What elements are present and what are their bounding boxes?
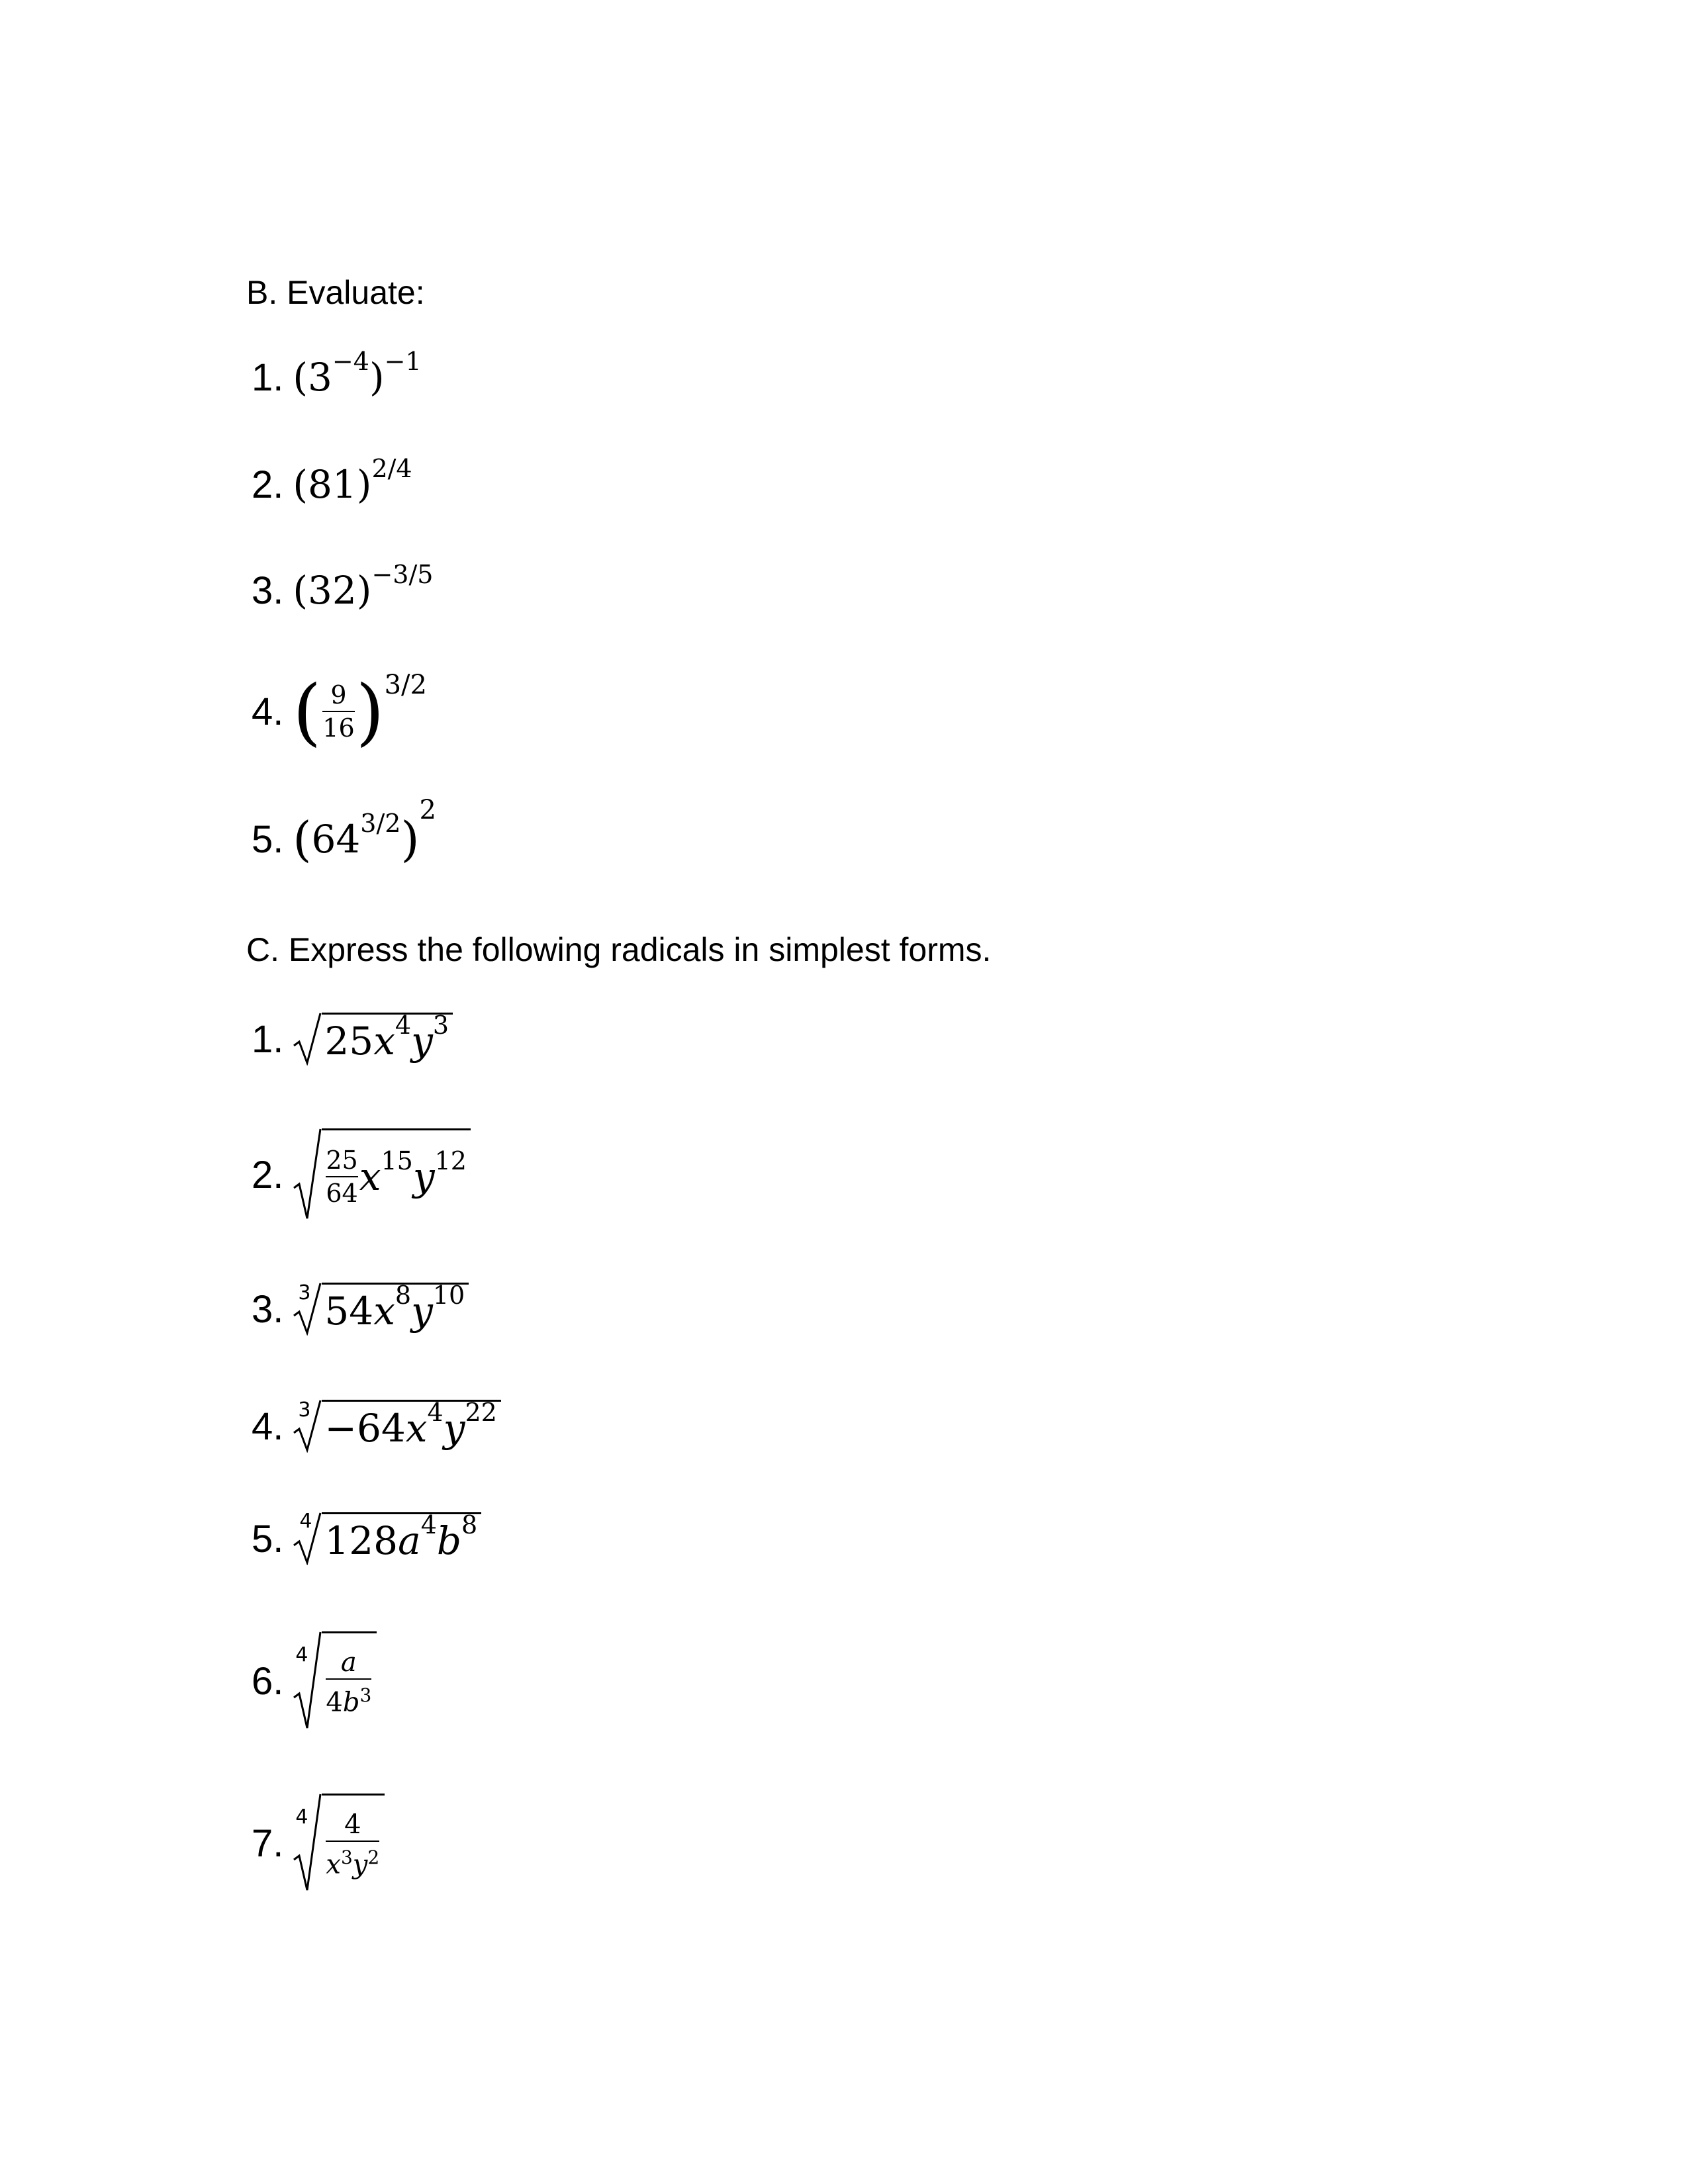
radicand xyxy=(322,1512,481,1565)
item-number: 3. xyxy=(252,569,284,612)
item-number: 5. xyxy=(252,817,284,861)
variable: y xyxy=(443,1405,465,1451)
coefficient: 25 xyxy=(324,1018,374,1064)
item-number: 6. xyxy=(252,1659,284,1703)
c-item-1 xyxy=(252,993,453,1085)
expression xyxy=(293,795,436,867)
variable: y xyxy=(411,1018,433,1064)
fraction-numerator: 25 xyxy=(326,1145,358,1175)
root-index: 4 xyxy=(295,1643,308,1666)
inner-exponent: 3/2 xyxy=(360,809,401,838)
exponent: 22 xyxy=(465,1397,497,1427)
exponent: 12 xyxy=(434,1146,467,1175)
c-item-3 xyxy=(252,1263,469,1355)
exponent: 15 xyxy=(381,1146,413,1175)
exponent: 4 xyxy=(427,1397,444,1427)
variable: a xyxy=(398,1518,421,1563)
denominator-exponent: 3 xyxy=(340,1846,353,1869)
c-item-4 xyxy=(252,1380,501,1473)
variable: x xyxy=(373,1018,395,1064)
c-item-7 xyxy=(252,1787,385,1899)
item-number: 4. xyxy=(252,1404,284,1448)
item-number: 2. xyxy=(252,463,284,506)
root-index: 4 xyxy=(295,1805,308,1829)
exponent: 2/4 xyxy=(371,454,412,483)
exponent: 3 xyxy=(432,1010,449,1040)
fraction-denominator xyxy=(326,1681,371,1717)
exponent: 4 xyxy=(395,1010,412,1040)
outer-exponent: −1 xyxy=(384,347,422,376)
root-index: 4 xyxy=(299,1510,312,1533)
denominator-coefficient: 4 xyxy=(326,1687,343,1718)
item-number: 5. xyxy=(252,1517,284,1561)
base: (81) xyxy=(293,462,372,507)
exponent: 8 xyxy=(461,1510,478,1539)
base: 64 xyxy=(311,817,361,862)
item-number: 1. xyxy=(252,355,284,399)
variable: x xyxy=(373,1288,395,1334)
radicand xyxy=(322,1280,469,1336)
denominator-variable: y xyxy=(352,1849,368,1880)
expression xyxy=(293,454,412,507)
radicand xyxy=(322,1128,471,1221)
b-item-5 xyxy=(252,793,436,886)
variable: b xyxy=(436,1518,462,1563)
fraction xyxy=(324,1810,381,1879)
denominator-variable: b xyxy=(342,1687,360,1718)
c-item-6 xyxy=(252,1625,377,1737)
b-item-3 xyxy=(252,544,433,637)
section-c-heading: C. Express the following radicals in simplest forms. xyxy=(246,931,992,968)
radicand xyxy=(322,1397,500,1453)
fraction-numerator: 9 xyxy=(330,680,347,709)
radical-sign-icon xyxy=(293,1128,322,1221)
fraction-bar xyxy=(326,1678,371,1680)
open-paren: ( xyxy=(293,811,312,867)
b-item-1 xyxy=(252,331,422,424)
fourth-root xyxy=(293,1512,481,1565)
fourth-root xyxy=(293,1794,385,1893)
expression xyxy=(293,347,422,400)
item-number: 7. xyxy=(252,1821,284,1865)
close-paren: ) xyxy=(369,355,385,400)
variable: x xyxy=(359,1154,381,1199)
close-paren: ) xyxy=(400,811,420,867)
fourth-root xyxy=(293,1631,377,1731)
fraction-numerator: 4 xyxy=(344,1809,361,1841)
coefficient: −64 xyxy=(324,1405,406,1451)
exponent: 3/2 xyxy=(384,670,427,700)
outer-exponent: 2 xyxy=(419,795,436,825)
radicand xyxy=(322,1010,453,1066)
b-item-2 xyxy=(252,438,412,531)
close-paren: ) xyxy=(355,669,385,754)
item-number: 4. xyxy=(252,690,284,733)
variable: x xyxy=(405,1405,428,1451)
item-number: 3. xyxy=(252,1287,284,1331)
fraction xyxy=(324,1648,373,1717)
c-item-2 xyxy=(252,1128,471,1221)
root-index: 3 xyxy=(298,1281,311,1304)
fraction-bar xyxy=(322,711,354,712)
fraction-numerator: a xyxy=(340,1647,357,1678)
variable: y xyxy=(412,1154,435,1199)
square-root xyxy=(293,1128,471,1221)
radicand xyxy=(322,1631,377,1731)
expression xyxy=(293,669,427,754)
cube-root xyxy=(293,1397,500,1453)
item-number: 2. xyxy=(252,1153,284,1197)
radicand xyxy=(322,1794,385,1893)
root-index: 3 xyxy=(298,1398,311,1422)
fraction xyxy=(324,1146,359,1208)
denominator-exponent: 3 xyxy=(359,1684,372,1707)
cube-root xyxy=(293,1280,469,1336)
fraction-bar xyxy=(326,1176,357,1177)
square-root xyxy=(293,1010,453,1066)
b-item-4 xyxy=(252,665,427,758)
item-number: 1. xyxy=(252,1017,284,1061)
exponent: 8 xyxy=(395,1280,412,1310)
open-paren: ( xyxy=(293,669,322,754)
denominator-variable: x xyxy=(326,1849,341,1880)
coefficient: 128 xyxy=(324,1518,399,1563)
coefficient: 54 xyxy=(324,1288,374,1334)
fraction-denominator: 16 xyxy=(322,713,355,743)
radical-sign-icon xyxy=(293,1013,322,1066)
expression xyxy=(293,560,434,613)
variable: y xyxy=(411,1288,433,1334)
exponent: −3/5 xyxy=(371,560,434,589)
fraction-denominator xyxy=(326,1843,379,1879)
exponent: 4 xyxy=(420,1510,437,1539)
section-b-heading: B. Evaluate: xyxy=(246,274,425,311)
c-item-5 xyxy=(252,1492,481,1585)
exponent: 10 xyxy=(432,1280,465,1310)
inner-exponent: −4 xyxy=(332,347,369,376)
denominator-exponent: 2 xyxy=(367,1846,380,1869)
fraction xyxy=(321,680,355,743)
fraction-denominator: 64 xyxy=(326,1178,358,1208)
base: (32) xyxy=(293,568,372,613)
base: (3 xyxy=(293,355,332,400)
fraction-bar xyxy=(326,1841,379,1842)
